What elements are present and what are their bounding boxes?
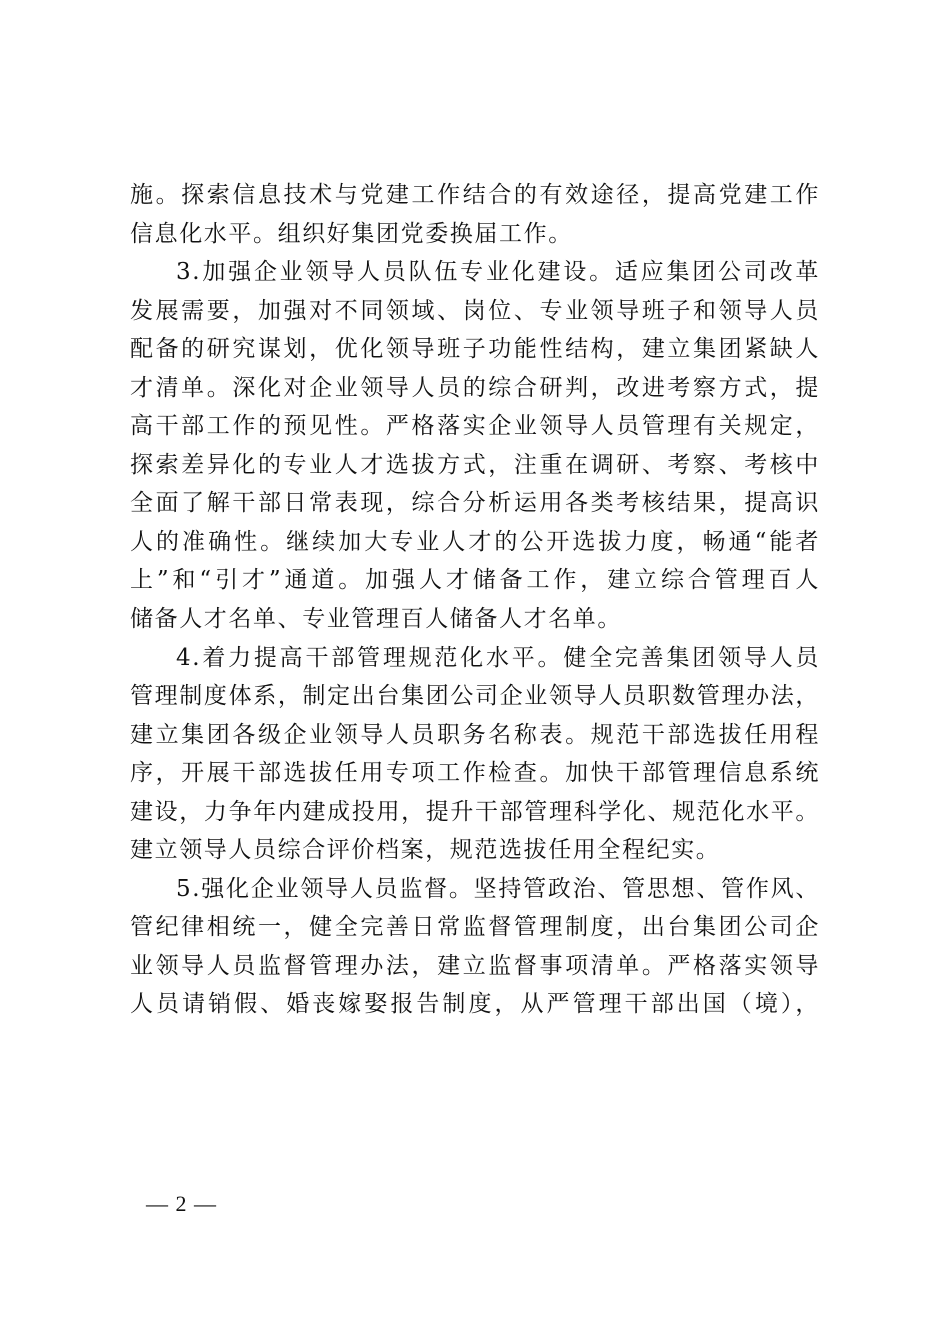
paragraph-1 xyxy=(130,176,820,253)
text-line: 探索差异化的专业人才选拔方式，注重在调研、考察、考核中 xyxy=(130,451,820,478)
page-number: — 2 — xyxy=(146,1191,217,1216)
text-line: 信息化水平。组织好集团党委换届工作。 xyxy=(130,220,573,247)
text-line: 才清单。深化对企业领导人员的综合研判，改进考察方式，提 xyxy=(130,374,820,401)
paragraph-2 xyxy=(130,253,820,638)
text-line: 管纪律相统一，健全完善日常监督管理制度，出台集团公司企 xyxy=(130,914,820,941)
text-line: 管理制度体系，制定出台集团公司企业领导人员职数管理办法， xyxy=(130,683,820,710)
text-line: 3.加强企业领导人员队伍专业化建设。适应集团公司改革 xyxy=(176,259,820,286)
text-line: 上”和“引才”通道。加强人才储备工作，建立综合管理百人 xyxy=(130,567,820,594)
text-line: 建立集团各级企业领导人员职务名称表。规范干部选拔任用程 xyxy=(130,721,820,748)
text-line: 配备的研究谋划，优化领导班子功能性结构，建立集团紧缺人 xyxy=(130,336,820,363)
paragraph-4 xyxy=(130,870,820,1024)
text-line: 业领导人员监督管理办法，建立监督事项清单。严格落实领导 xyxy=(130,952,820,979)
text-line: 序，开展干部选拔任用专项工作检查。加快干部管理信息系统 xyxy=(130,760,820,787)
text-line: 人的准确性。继续加大专业人才的公开选拔力度，畅通“能者 xyxy=(130,528,820,555)
document-body xyxy=(130,176,820,1024)
text-line: 5.强化企业领导人员监督。坚持管政治、管思想、管作风、 xyxy=(176,875,820,902)
text-line: 发展需要，加强对不同领域、岗位、专业领导班子和领导人员 xyxy=(130,297,820,324)
text-line: 全面了解干部日常表现，综合分析运用各类考核结果，提高识 xyxy=(130,490,820,517)
text-line: 储备人才名单、专业管理百人储备人才名单。 xyxy=(130,606,622,633)
text-line: 建立领导人员综合评价档案，规范选拔任用全程纪实。 xyxy=(130,837,721,864)
text-line: 建设，力争年内建成投用，提升干部管理科学化、规范化水平。 xyxy=(130,798,820,825)
text-line: 高干部工作的预见性。严格落实企业领导人员管理有关规定， xyxy=(130,413,820,440)
text-line: 人员请销假、婚丧嫁娶报告制度，从严管理干部出国（境）， xyxy=(130,991,820,1018)
text-line: 4.着力提高干部管理规范化水平。健全完善集团领导人员 xyxy=(176,644,820,671)
text-line: 施。探索信息技术与党建工作结合的有效途径，提高党建工作 xyxy=(130,182,820,208)
paragraph-3 xyxy=(130,639,820,870)
